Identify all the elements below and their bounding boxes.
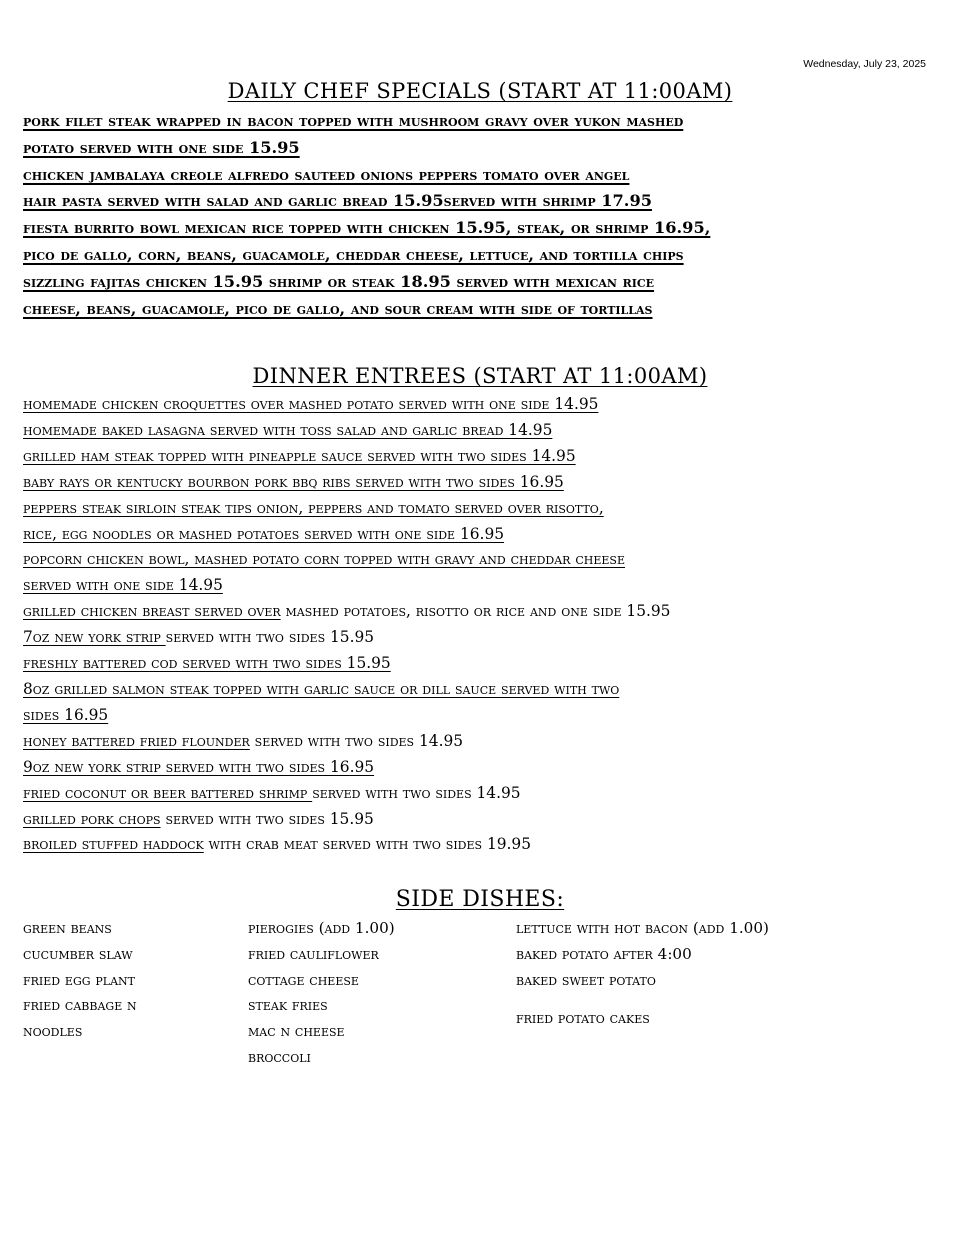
side-item: fried cabbage n: [23, 996, 137, 1015]
sides-column-3: [516, 916, 769, 1032]
specials-title: [0, 78, 960, 104]
menu-date: Wednesday, July 23, 2025: [803, 58, 926, 70]
dinner-line: [23, 703, 948, 729]
dinner-line: [23, 832, 948, 858]
side-item: cucumber slaw: [23, 944, 133, 963]
dinner-line-underlined: freshly battered cod served with two sides 15.95: [23, 654, 391, 673]
dinner-line: [23, 444, 948, 470]
specials-line-text: hair pasta served with salad and garlic bread 15.95served with shrimp 17.95: [23, 191, 652, 211]
side-item: green beans: [23, 919, 112, 937]
specials-line: [23, 135, 948, 162]
sides-title-text: SIDE DISHES:: [395, 887, 565, 912]
specials-line: [23, 188, 948, 215]
dinner-line-underlined: 7oz new york strip: [23, 628, 166, 647]
dinner-line: [23, 496, 948, 522]
specials-line: [23, 269, 948, 296]
dinner-line-underlined: broiled stuffed haddock: [23, 835, 204, 854]
dinner-line: [23, 729, 948, 755]
sides-column-1: [23, 916, 137, 1045]
specials-line: [23, 108, 948, 135]
dinner-line-underlined: peppers steak sirloin steak tips onion, peppers and tomato served over risotto,: [23, 498, 604, 517]
side-item: baked sweet potato: [516, 970, 656, 989]
side-item: cottage cheese: [248, 970, 359, 989]
dinner-line-underlined: rice, egg noodles or mashed potatoes served with one side 16.95: [23, 524, 505, 543]
dinner-line: [23, 418, 948, 444]
dinner-line-underlined: popcorn chicken bowl, mashed potato corn topped with gravy and cheddar cheese: [23, 550, 625, 569]
dinner-line-underlined: homemade baked lasagna served with toss salad and garlic bread 14.95: [23, 420, 553, 439]
specials-line: [23, 215, 948, 242]
dinner-line-underlined: sides 16.95: [23, 705, 109, 724]
side-item: mac n cheese: [248, 1022, 345, 1041]
dinner-line: [23, 625, 948, 651]
dinner-line: [23, 547, 948, 573]
specials-list: [23, 108, 948, 322]
dinner-line-underlined: baby rays or kentucky bourbon pork bbq ribs served with two sides 16.95: [23, 472, 564, 491]
dinner-line-underlined: 8oz grilled salmon steak topped with garlic sauce or dill sauce served with two: [23, 679, 620, 698]
side-spacer: [516, 993, 769, 1006]
specials-line-text: pico de gallo, corn, beans, guacamole, cheddar cheese, lettuce, and tortilla chips: [23, 244, 684, 264]
specials-line-text: cheese, beans, guacamole, pico de gallo, and sour cream with side of tortillas: [23, 298, 653, 318]
side-item: baked potato after 4:00: [516, 944, 692, 963]
sides-column-2: [248, 916, 395, 1071]
dinner-line: [23, 807, 948, 833]
sides-title: [0, 887, 960, 913]
side-item: fried egg plant: [23, 970, 135, 989]
side-item: steak fries: [248, 996, 328, 1015]
dinner-line-rest: mashed potatoes, risotto or rice and one side 15.95: [280, 602, 671, 621]
dinner-line: [23, 677, 948, 703]
dinner-title: [0, 363, 960, 389]
specials-line: [23, 242, 948, 269]
dinner-line-underlined: grilled ham steak topped with pineapple sauce served with two sides 14.95: [23, 446, 576, 465]
side-item: pierogies (add 1.00): [248, 919, 395, 937]
dinner-line: [23, 599, 948, 625]
dinner-line: [23, 522, 948, 548]
dinner-line-underlined: fried coconut or beer battered shrimp: [23, 783, 313, 802]
dinner-line-underlined: grilled pork chops: [23, 809, 161, 828]
specials-line-text: chicken jambalaya creole alfredo sauteed onions peppers tomato over angel: [23, 164, 630, 184]
dinner-line: [23, 651, 948, 677]
dinner-line: [23, 781, 948, 807]
side-item: noodles: [23, 1022, 83, 1041]
dinner-line-underlined: 9oz new york strip served with two sides 16.95: [23, 757, 375, 776]
dinner-line: [23, 470, 948, 496]
dinner-line-underlined: homemade chicken croquettes over mashed potato served with one side 14.95: [23, 395, 599, 413]
specials-line-text: sizzling fajitas chicken 15.95 shrimp or steak 18.95 served with mexican rice: [23, 271, 655, 291]
specials-title-text: DAILY CHEF SPECIALS (START AT 11:00AM): [227, 79, 733, 103]
dinner-line-rest: served with two sides 14.95: [312, 783, 521, 802]
dinner-line-underlined: honey battered fried flounder: [23, 731, 250, 750]
dinner-line: [23, 573, 948, 599]
specials-line: [23, 162, 948, 189]
specials-line-text: potato served with one side 15.95: [23, 137, 300, 157]
dinner-line: [23, 755, 948, 781]
side-item: fried cauliflower: [248, 944, 379, 963]
side-item: broccoli: [248, 1047, 311, 1066]
dinner-line-underlined: grilled chicken breast served over: [23, 602, 281, 621]
specials-line: [23, 296, 948, 323]
side-item: lettuce with hot bacon (add 1.00): [516, 919, 769, 937]
dinner-list: [23, 392, 948, 858]
side-item: fried potato cakes: [516, 1009, 650, 1028]
dinner-line-rest: served with two sides 14.95: [249, 731, 464, 750]
dinner-line-rest: with crab meat served with two sides 19.95: [203, 835, 531, 854]
dinner-line: [23, 392, 948, 418]
dinner-title-text: DINNER ENTREES (START AT 11:00AM): [252, 364, 708, 388]
dinner-line-underlined: served with one side 14.95: [23, 576, 223, 595]
dinner-line-rest: served with two sides 15.95: [160, 809, 374, 828]
dinner-line-rest: served with two sides 15.95: [165, 628, 375, 647]
specials-line-text: pork filet steak wrapped in bacon topped with mushroom gravy over yukon mashed: [23, 111, 684, 130]
specials-line-text: fiesta burrito bowl mexican rice topped with chicken 15.95, steak, or shrimp 16.95,: [23, 218, 711, 238]
